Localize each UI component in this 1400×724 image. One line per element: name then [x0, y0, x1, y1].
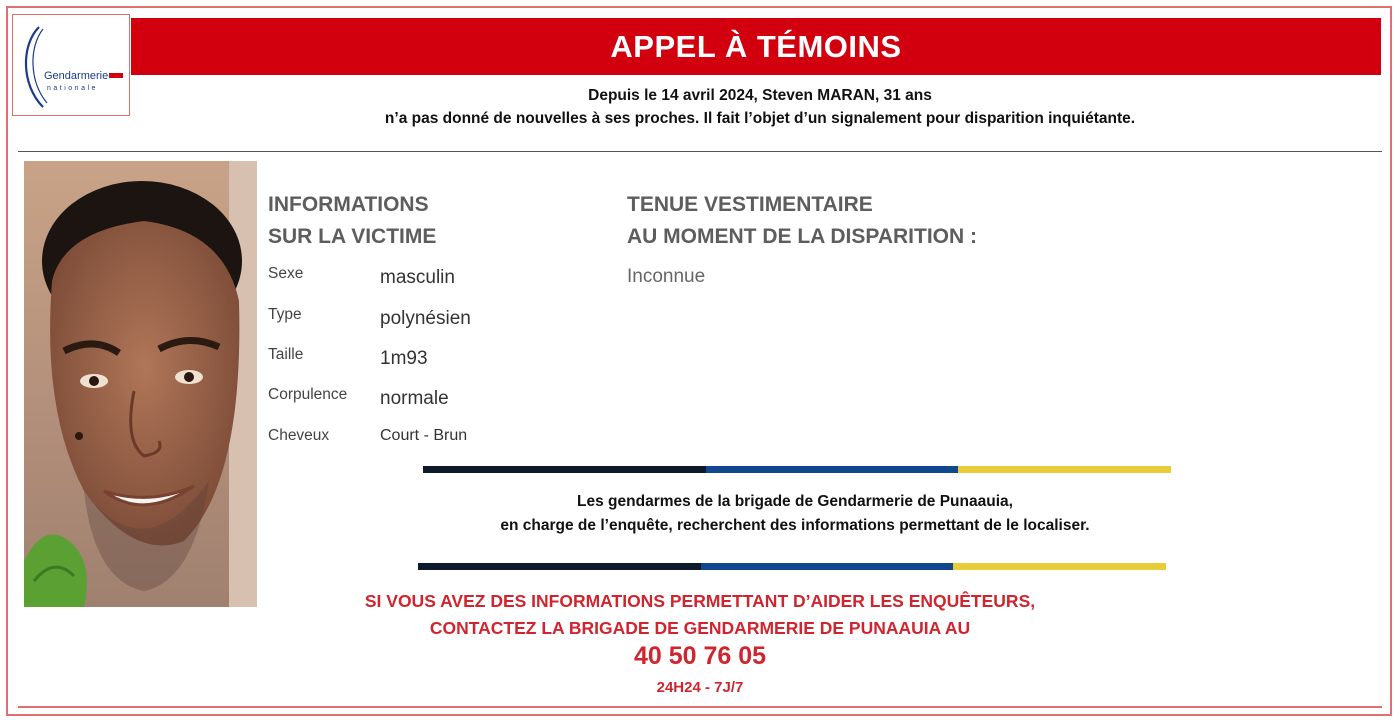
clothing-heading-line-2: AU MOMENT DE LA DISPARITION : — [627, 225, 977, 248]
clothing-value: Inconnue — [627, 266, 706, 287]
notice-line-1: Les gendarmes de la brigade de Gendarmerie de Punaauia, — [577, 493, 1013, 510]
title-bar — [131, 18, 1381, 75]
gendarmerie-logo-icon — [13, 15, 129, 115]
page-title: APPEL À TÉMOINS — [610, 28, 902, 64]
victim-heading — [268, 189, 436, 253]
tricolor-bar-top — [423, 466, 1171, 473]
label-corpulence: Corpulence — [268, 386, 348, 403]
value-taille: 1m93 — [380, 348, 428, 369]
logo-text-nationale: nationale — [47, 85, 98, 92]
label-taille: Taille — [268, 346, 304, 363]
contact-appeal — [200, 588, 1200, 642]
contact-hours: 24H24 - 7J/7 — [656, 679, 744, 696]
value-sexe: masculin — [380, 267, 455, 288]
victim-heading-line-2: SUR LA VICTIME — [268, 225, 437, 248]
value-corpulence: normale — [380, 388, 449, 409]
subtitle-line-1: Depuis le 14 avril 2024, Steven MARAN, 31 ans — [588, 87, 932, 104]
investigation-notice — [420, 490, 1170, 538]
label-type: Type — [268, 306, 302, 323]
value-type: polynésien — [380, 308, 471, 329]
clothing-heading-line-1: TENUE VESTIMENTAIRE — [627, 193, 873, 216]
label-sexe: Sexe — [268, 265, 304, 282]
victim-heading-line-1: INFORMATIONS — [268, 193, 429, 216]
appeal-line-2: CONTACTEZ LA BRIGADE DE GENDARMERIE DE PUNAAUIA AU — [429, 618, 971, 638]
notice-line-2: en charge de l’enquête, recherchent des informations permettant de le localiser. — [500, 517, 1090, 534]
value-cheveux: Court - Brun — [380, 427, 468, 444]
label-cheveux: Cheveux — [268, 427, 330, 444]
missing-person-photo — [24, 161, 257, 607]
tricolor-bar-bottom — [418, 563, 1166, 570]
bottom-divider — [18, 706, 1382, 708]
phone-number: 40 50 76 05 — [633, 642, 767, 670]
logo-text-gendarmerie: Gendarmerie — [44, 70, 109, 82]
subtitle-line-2: n’a pas donné de nouvelles à ses proches. Il fait l’objet d’un signalement pour disparition inquiétante. — [384, 110, 1136, 127]
clothing-heading — [627, 189, 977, 253]
divider — [18, 151, 1382, 152]
gendarmerie-logo — [12, 14, 130, 116]
subtitle — [140, 84, 1380, 130]
appeal-line-1: SI VOUS AVEZ DES INFORMATIONS PERMETTANT D’AIDER LES ENQUÊTEURS, — [364, 591, 1036, 611]
